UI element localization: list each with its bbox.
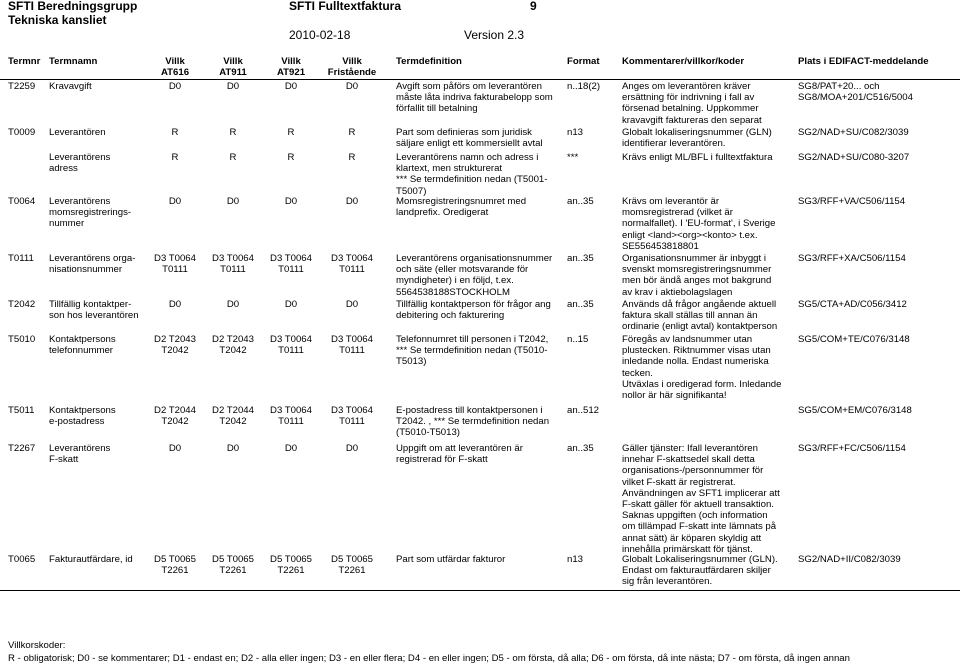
column-header-villk-fristaende: Villk Fristående [327,56,377,78]
cell-termnr: T0065 [8,554,36,565]
table-bottom-divider [0,590,960,591]
cell-termnamn: Kontaktpersons telefonnummer [49,334,116,357]
cell-termnr: T0009 [8,127,36,138]
cell-kommentarer: Organisationsnummer är inbyggt i svenskt momsregistreringsnummer men bör ändå anges mot bakgrund av krav i aktiebolagslagen [622,253,772,298]
cell-villk-at616: D0 [168,81,182,92]
cell-format: an..35 [567,196,594,207]
cell-villk-at616: R [171,127,179,138]
cell-villk-at921: D3 T0064 T0111 [270,334,312,357]
cell-termnamn: Leverantörens adress [49,152,111,175]
cell-villk-at911: D0 [226,443,240,454]
cell-termnamn: Leverantörens momsregistrerings- nummer [49,196,132,230]
cell-format: n13 [567,127,584,138]
cell-villk-at616: D5 T0065 T2261 [154,554,196,577]
cell-termdefinition: Telefonnumret till personen i T2042, *** Se termdefinition nedan (T5010- T5013) [396,334,549,368]
cell-format: n..15 [567,334,589,345]
cell-termnr: T2267 [8,443,36,454]
cell-kommentarer: Krävs om leverantör är momsregistrerad (vilket är normalfallet). I 'EU-format', i Sverige enligt <land><org><konto> t.ex. SE556453818801 [622,196,776,252]
cell-villk-at911: D0 [226,81,240,92]
cell-format: an..35 [567,299,594,310]
document-date: 2010-02-18 [289,28,351,42]
cell-kommentarer: Används då frågor angående aktuell faktura skall ställas till annan än ordinarie (enligt avtal) kontaktperson [622,299,778,333]
cell-villk-at911: D2 T2044 T2042 [212,405,254,428]
cell-villk-at921: D0 [284,299,298,310]
cell-villk-fristaende: D0 [345,196,359,207]
cell-plats: SG8/PAT+20... och SG8/MOA+201/C516/5004 [798,81,913,104]
cell-villk-at911: R [229,127,237,138]
cell-termdefinition: Momsregistreringsnumret med landprefix. Oredigerat [396,196,527,219]
cell-plats: SG5/COM+TE/C076/3148 [798,334,910,345]
document-version: Version 2.3 [464,28,525,42]
cell-plats: SG2/NAD+SU/C080-3207 [798,152,910,163]
column-header-format: Format [567,56,600,67]
cell-plats: SG3/RFF+FC/C506/1154 [798,443,906,454]
cell-villk-fristaende: D0 [345,299,359,310]
cell-format: an..35 [567,253,594,264]
column-header-termnr: Termnr [8,56,41,67]
cell-villk-at616: R [171,152,179,163]
column-header-villk-at616: Villk AT616 [160,56,190,78]
cell-termnr: T2042 [8,299,36,310]
cell-plats: SG5/CTA+AD/C056/3412 [798,299,907,310]
org-name: SFTI Beredningsgrupp [8,0,138,13]
cell-termnamn: Leverantörens F-skatt [49,443,111,466]
cell-villk-at616: D0 [168,299,182,310]
cell-termdefinition: Part som utfärdar fakturor [396,554,506,565]
cell-plats: SG5/COM+EM/C076/3148 [798,405,912,416]
cell-villk-at921: R [287,152,295,163]
cell-termdefinition: Leverantörens organisationsnummer och säte (eller motsvarande för myndigheter) i en följd, t.ex. 5564538188STOCKHOLM [396,253,553,298]
cell-villk-at911: D0 [226,196,240,207]
cell-villk-at911: D2 T2043 T2042 [212,334,254,357]
cell-kommentarer: Anges om leverantören kräver ersättning för indrivning i fall av försenad betalning. Uppkommer kravavgift faktureras den separat [622,81,762,126]
cell-villk-fristaende: D5 T0065 T2261 [331,554,373,577]
cell-villk-at921: R [287,127,295,138]
cell-villk-at921: D3 T0064 T0111 [270,253,312,276]
cell-plats: SG2/NAD+SU/C082/3039 [798,127,909,138]
cell-termdefinition: Part som definieras som juridisk säljare enligt ett kommersiellt avtal [396,127,543,150]
cell-termnr: T5010 [8,334,36,345]
cell-villk-fristaende: R [348,127,356,138]
cell-villk-at616: D0 [168,443,182,454]
cell-termdefinition: E-postadress till kontaktpersonen i T2042. , *** Se termdefinition nedan (T5010-T5013) [396,405,550,439]
cell-format: *** [567,152,579,163]
cell-villk-at616: D0 [168,196,182,207]
cell-kommentarer: Globalt lokaliseringsnummer (GLN) identifierar leverantören. [622,127,772,150]
cell-villk-fristaende: R [348,152,356,163]
cell-termnr: T5011 [8,405,35,416]
cell-plats: SG3/RFF+VA/C506/1154 [798,196,906,207]
cell-villk-at911: D0 [226,299,240,310]
cell-villk-fristaende: D0 [345,443,359,454]
cell-termnamn: Kravavgift [49,81,92,92]
cell-format: an..35 [567,443,594,454]
cell-villk-at921: D0 [284,196,298,207]
condition-codes-legend: R - obligatorisk; D0 - se kommentarer; D1 - endast en; D2 - alla eller ingen; D3 - en eller flera; D4 - en eller ingen; D5 - om första, då alla; D6 - om första, då inte nästa; D7 - om första, då ingen annan [8,653,850,664]
cell-termnamn: Tillfällig kontaktper- son hos leverantören [49,299,139,322]
column-header-plats: Plats i EDIFACT-meddelande [798,56,929,67]
cell-plats: SG2/NAD+II/C082/3039 [798,554,901,565]
table-header-divider [0,79,960,80]
cell-format: an..512 [567,405,600,416]
cell-termdefinition: Avgift som påförs om leverantören måste låta indriva fakturabelopp som förfallit till betalning [396,81,553,115]
column-header-termdefinition: Termdefinition [396,56,462,67]
cell-villk-fristaende: D3 T0064 T0111 [331,405,373,428]
page-number: 9 [530,0,537,13]
cell-termnr: T0111 [8,253,34,264]
cell-villk-at921: D0 [284,81,298,92]
cell-villk-at911: R [229,152,237,163]
cell-plats: SG3/RFF+XA/C506/1154 [798,253,906,264]
cell-format: n13 [567,554,584,565]
cell-termdefinition: Tillfällig kontaktperson för frågor ang debitering och fakturering [396,299,551,322]
cell-termnr: T2259 [8,81,36,92]
column-header-termnamn: Termnamn [49,56,98,67]
cell-villk-at911: D5 T0065 T2261 [212,554,254,577]
cell-villk-at616: D2 T2043 T2042 [154,334,196,357]
cell-kommentarer: Globalt Lokaliseringsnummer (GLN). Endast om fakturautfärdaren skiljer sig från leverantören. [622,554,778,588]
cell-villk-fristaende: D3 T0064 T0111 [331,253,373,276]
cell-villk-at921: D3 T0064 T0111 [270,405,312,428]
cell-villk-fristaende: D0 [345,81,359,92]
cell-villk-at921: D5 T0065 T2261 [270,554,312,577]
cell-villk-at921: D0 [284,443,298,454]
cell-termnr: T0064 [8,196,36,207]
document-title: SFTI Fulltextfaktura [289,0,402,13]
column-header-kommentarer: Kommentarer/villkor/koder [622,56,745,67]
column-header-villk-at911: Villk AT911 [219,56,247,78]
sub-org-name: Tekniska kansliet [8,13,107,27]
cell-villk-at616: D3 T0064 T0111 [154,253,196,276]
cell-termdefinition: Leverantörens namn och adress i klartext, men strukturerat *** Se termdefinition nedan (T5001- T5007) [396,152,548,197]
cell-villk-at616: D2 T2044 T2042 [154,405,196,428]
cell-villk-fristaende: D3 T0064 T0111 [331,334,373,357]
column-header-villk-at921: Villk AT921 [276,56,306,78]
cell-kommentarer: Krävs enligt ML/BFL i fulltextfaktura [622,152,773,163]
cell-termnamn: Leverantörens orga- nisationsnummer [49,253,136,276]
cell-format: n..18(2) [567,81,601,92]
cell-termnamn: Leverantören [49,127,106,138]
cell-termnamn: Kontaktpersons e-postadress [49,405,116,428]
cell-villk-at911: D3 T0064 T0111 [212,253,254,276]
cell-kommentarer: Föregås av landsnummer utan plustecken. Riktnummer visas utan inledande nolla. Endast numeriska tecken. Utväxlas i oredigerad form. Inledande nollor är här signifikanta! [622,334,782,402]
condition-codes-label: Villkorskoder: [8,640,66,651]
cell-termnamn: Fakturautfärdare, id [49,554,133,565]
cell-kommentarer: Gäller tjänster: Ifall leverantören innehar F-skattsedel skall detta organisations-/personnummer för vilket F-skatt är registrerat. Användningen av SFT1 implicerar att F-skatt gäller för aktuell transaktion. Saknas uppgiften (och information om tillämpad F-skatt inte lämnats på annat sätt) är köparen skyldig att innehålla primärskatt för tjänst. [622,443,780,555]
cell-termdefinition: Uppgift om att leverantören är registrerad för F-skatt [396,443,523,466]
